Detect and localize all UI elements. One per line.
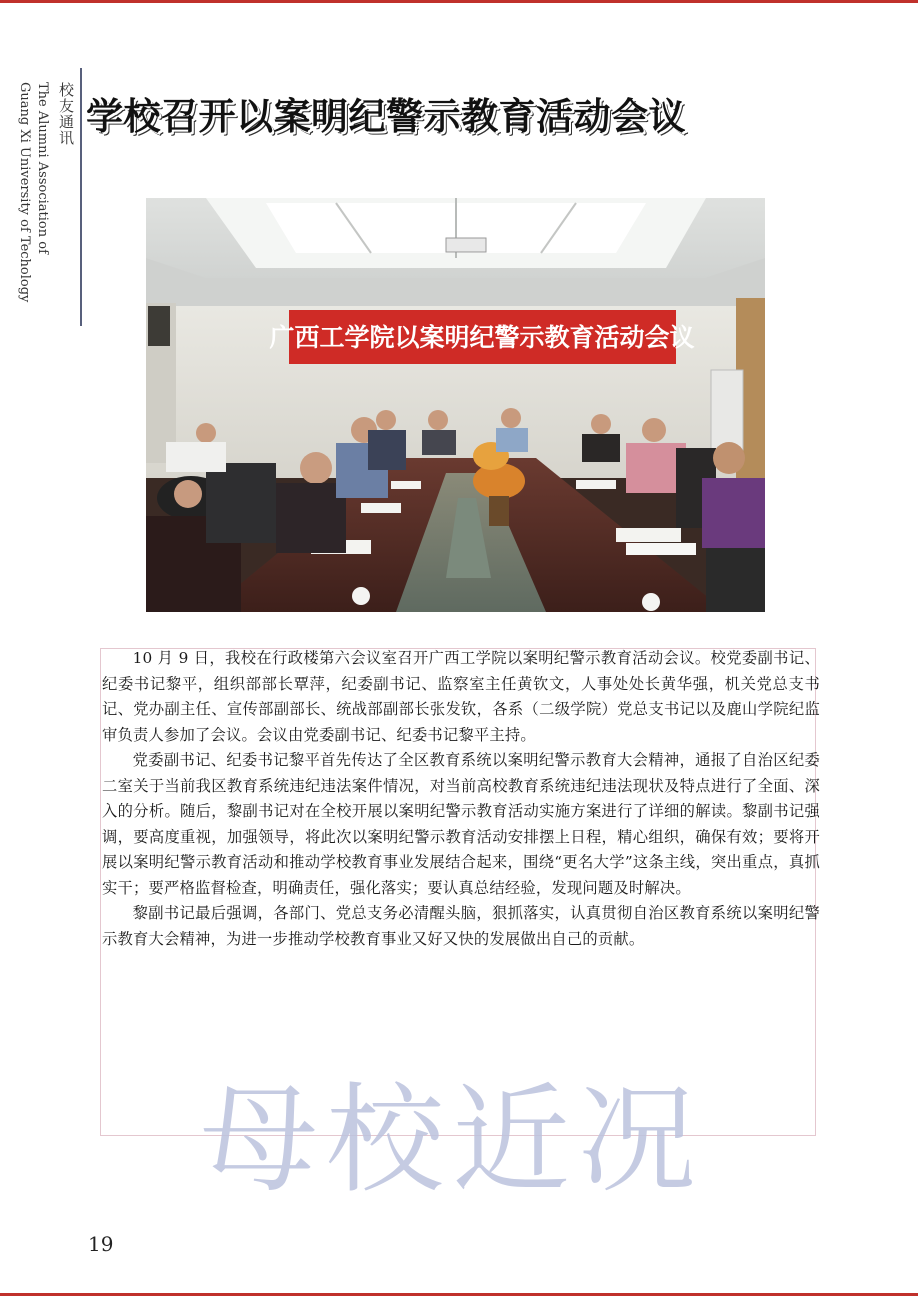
paragraph: 黎副书记最后强调，各部门、党总支务必清醒头脑，狠抓落实，认真贯彻自治区教育系统以案明纪警示教育大会精神，为进一步推动学校教育事业又好又快的发展做出自己的贡献。 bbox=[102, 904, 820, 948]
article-title: 学校召开以案明纪警示教育活动会议 bbox=[86, 95, 686, 138]
meeting-photo bbox=[146, 198, 765, 612]
header-divider bbox=[80, 68, 82, 326]
section-watermark: 母校近况 bbox=[200, 1071, 705, 1209]
publication-name-en-line1: The Alumni Association of bbox=[35, 82, 50, 254]
paragraph: 10 月 9 日，我校在行政楼第六会议室召开广西工学院以案明纪警示教育活动会议。校党委副书记、纪委书记黎平，组织部部长覃萍，纪委副书记、监察室主任黄钦文，人事处处长黄华强，机关党总支书记、党办副主任、宣传部副部长、统战部副部长张发钦，各系（二级学院）党总支书记以及鹿山学院纪监审负责人参加了会议。会议由党委副书记、纪委书记黎平主持。 bbox=[102, 649, 820, 744]
top-rule bbox=[0, 0, 918, 3]
publication-name-en-line2: Guang Xi University of Techology bbox=[17, 82, 32, 303]
bottom-rule bbox=[0, 1293, 918, 1296]
article-body bbox=[102, 646, 820, 952]
paragraph: 党委副书记、纪委书记黎平首先传达了全区教育系统以案明纪警示教育大会精神，通报了自治区纪委二室关于当前我区教育系统违纪违法案件情况，对当前高校教育系统违纪违法现状及特点进行了全面、深入的分析。随后，黎副书记对在全校开展以案明纪警示教育活动实施方案进行了详细的解读。黎副书记强调，要高度重视，加强领导，将此次以案明纪警示教育活动安排摆上日程，精心组织，确保有效；要将开展以案明纪警示教育活动和推动学校教育事业发展结合起来，围绕“更名大学”这条主线，突出重点，真抓实干；要严格监督检查，明确责任，强化落实；要认真总结经验，发现问题及时解决。 bbox=[102, 751, 820, 897]
publication-name: 校友通讯 bbox=[57, 82, 75, 146]
photo-banner-text: 广西工学院以案明纪警示教育活动会议 bbox=[269, 323, 695, 352]
page-number: 19 bbox=[88, 1232, 114, 1256]
